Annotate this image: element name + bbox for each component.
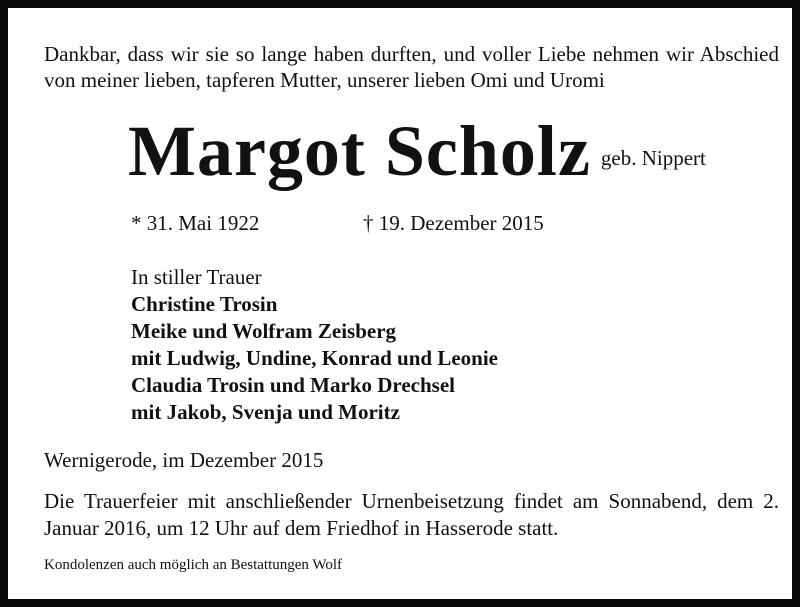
death-date: † 19. Dezember 2015 [363,211,544,235]
mourner-line: Christine Trosin [131,292,278,316]
condolences-note: Kondolenzen auch möglich an Bestattungen Wolf [44,557,343,573]
mourner-line: Meike und Wolfram Zeisberg [131,319,397,343]
mourner-line: Claudia Trosin und Marko Drechsel [131,373,456,397]
ceremony-info: Die Trauerfeier mit anschließender Urnenbeisetzung findet am Sonnabend, dem 2. Januar 2016, um 12 Uhr auf dem Friedhof in Hasserode statt. [44,489,779,540]
name-row [128,111,706,191]
place-date: Wernigerode, im Dezember 2015 [44,448,324,472]
deceased-name: Margot Scholz [128,111,591,191]
mourners-list [131,264,498,426]
birth-date: * 31. Mai 1922 [131,211,260,235]
mourner-line: mit Ludwig, Undine, Konrad und Leonie [131,346,499,370]
maiden-name: geb. Nippert [600,146,706,170]
mourning-lead: In stiller Trauer [131,265,262,289]
intro-text: Dankbar, dass wir sie so lange haben durften, und voller Liebe nehmen wir Abschied von meiner lieben, tapferen Mutter, unserer lieben Omi und Uromi [44,42,779,92]
mourner-line: mit Jakob, Svenja und Moritz [131,400,400,424]
